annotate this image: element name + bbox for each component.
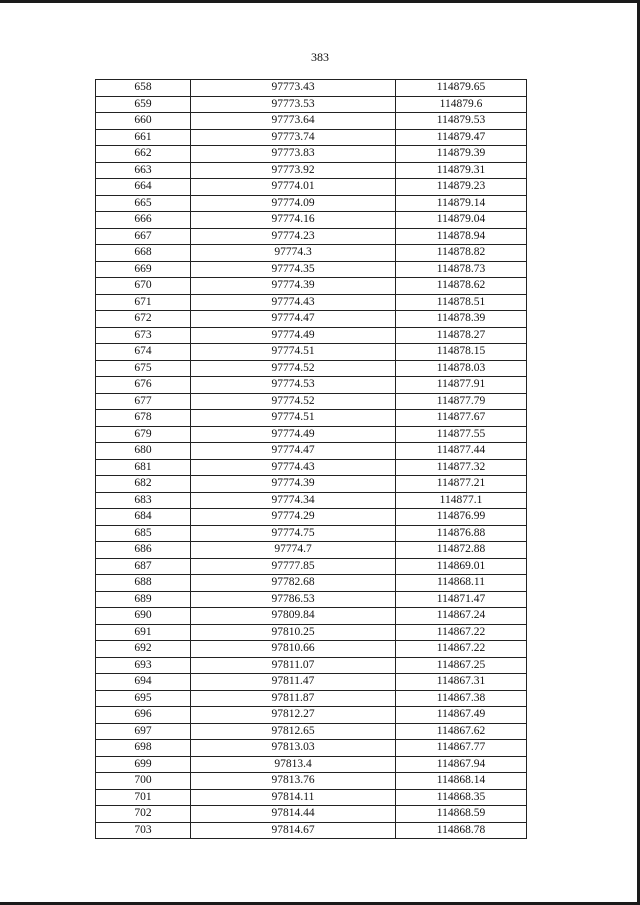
point-number-cell: 661 xyxy=(96,129,191,146)
point-number-cell: 685 xyxy=(96,525,191,542)
point-number-cell: 663 xyxy=(96,162,191,179)
table-row xyxy=(96,228,527,245)
x-coordinate-cell: 97774.7 xyxy=(191,542,396,559)
y-coordinate-cell: 114877.32 xyxy=(396,459,527,476)
x-coordinate-cell: 97774.49 xyxy=(191,327,396,344)
table-row xyxy=(96,96,527,113)
y-coordinate-cell: 114867.22 xyxy=(396,624,527,641)
point-number-cell: 686 xyxy=(96,542,191,559)
point-number-cell: 697 xyxy=(96,723,191,740)
y-coordinate-cell: 114879.53 xyxy=(396,113,527,130)
scan-edge-top xyxy=(0,0,640,3)
point-number-cell: 664 xyxy=(96,179,191,196)
x-coordinate-cell: 97773.83 xyxy=(191,146,396,163)
y-coordinate-cell: 114867.49 xyxy=(396,707,527,724)
point-number-cell: 658 xyxy=(96,80,191,97)
table-row xyxy=(96,245,527,262)
coordinates-table-body xyxy=(96,80,527,839)
y-coordinate-cell: 114878.94 xyxy=(396,228,527,245)
x-coordinate-cell: 97774.43 xyxy=(191,459,396,476)
table-row xyxy=(96,756,527,773)
x-coordinate-cell: 97813.76 xyxy=(191,773,396,790)
x-coordinate-cell: 97811.87 xyxy=(191,690,396,707)
table-row xyxy=(96,723,527,740)
y-coordinate-cell: 114867.25 xyxy=(396,657,527,674)
point-number-cell: 689 xyxy=(96,591,191,608)
table-row xyxy=(96,525,527,542)
point-number-cell: 700 xyxy=(96,773,191,790)
point-number-cell: 671 xyxy=(96,294,191,311)
point-number-cell: 699 xyxy=(96,756,191,773)
table-row xyxy=(96,327,527,344)
point-number-cell: 666 xyxy=(96,212,191,229)
point-number-cell: 696 xyxy=(96,707,191,724)
x-coordinate-cell: 97813.4 xyxy=(191,756,396,773)
y-coordinate-cell: 114877.21 xyxy=(396,476,527,493)
y-coordinate-cell: 114879.65 xyxy=(396,80,527,97)
x-coordinate-cell: 97811.07 xyxy=(191,657,396,674)
x-coordinate-cell: 97786.53 xyxy=(191,591,396,608)
table-row xyxy=(96,410,527,427)
table-row xyxy=(96,575,527,592)
y-coordinate-cell: 114877.44 xyxy=(396,443,527,460)
table-row xyxy=(96,608,527,625)
table-row xyxy=(96,443,527,460)
point-number-cell: 692 xyxy=(96,641,191,658)
table-row xyxy=(96,476,527,493)
y-coordinate-cell: 114867.24 xyxy=(396,608,527,625)
x-coordinate-cell: 97773.74 xyxy=(191,129,396,146)
y-coordinate-cell: 114879.31 xyxy=(396,162,527,179)
point-number-cell: 698 xyxy=(96,740,191,757)
y-coordinate-cell: 114867.94 xyxy=(396,756,527,773)
y-coordinate-cell: 114879.39 xyxy=(396,146,527,163)
point-number-cell: 676 xyxy=(96,377,191,394)
point-number-cell: 682 xyxy=(96,476,191,493)
x-coordinate-cell: 97774.51 xyxy=(191,344,396,361)
x-coordinate-cell: 97774.53 xyxy=(191,377,396,394)
y-coordinate-cell: 114878.03 xyxy=(396,360,527,377)
x-coordinate-cell: 97774.52 xyxy=(191,393,396,410)
y-coordinate-cell: 114871.47 xyxy=(396,591,527,608)
y-coordinate-cell: 114879.6 xyxy=(396,96,527,113)
y-coordinate-cell: 114876.88 xyxy=(396,525,527,542)
y-coordinate-cell: 114869.01 xyxy=(396,558,527,575)
x-coordinate-cell: 97774.39 xyxy=(191,278,396,295)
point-number-cell: 673 xyxy=(96,327,191,344)
x-coordinate-cell: 97774.16 xyxy=(191,212,396,229)
table-row xyxy=(96,542,527,559)
table-row xyxy=(96,195,527,212)
x-coordinate-cell: 97774.43 xyxy=(191,294,396,311)
table-row xyxy=(96,261,527,278)
point-number-cell: 665 xyxy=(96,195,191,212)
x-coordinate-cell: 97773.53 xyxy=(191,96,396,113)
point-number-cell: 675 xyxy=(96,360,191,377)
y-coordinate-cell: 114867.62 xyxy=(396,723,527,740)
point-number-cell: 662 xyxy=(96,146,191,163)
y-coordinate-cell: 114878.62 xyxy=(396,278,527,295)
x-coordinate-cell: 97809.84 xyxy=(191,608,396,625)
table-row xyxy=(96,641,527,658)
y-coordinate-cell: 114878.15 xyxy=(396,344,527,361)
page-number: 383 xyxy=(311,50,329,64)
point-number-cell: 693 xyxy=(96,657,191,674)
x-coordinate-cell: 97774.47 xyxy=(191,443,396,460)
x-coordinate-cell: 97773.43 xyxy=(191,80,396,97)
x-coordinate-cell: 97773.92 xyxy=(191,162,396,179)
table-row xyxy=(96,740,527,757)
x-coordinate-cell: 97810.25 xyxy=(191,624,396,641)
point-number-cell: 681 xyxy=(96,459,191,476)
x-coordinate-cell: 97774.35 xyxy=(191,261,396,278)
y-coordinate-cell: 114868.78 xyxy=(396,822,527,839)
y-coordinate-cell: 114868.14 xyxy=(396,773,527,790)
table-row xyxy=(96,674,527,691)
point-number-cell: 703 xyxy=(96,822,191,839)
point-number-cell: 674 xyxy=(96,344,191,361)
table-row xyxy=(96,393,527,410)
table-row xyxy=(96,806,527,823)
table-row xyxy=(96,822,527,839)
y-coordinate-cell: 114868.35 xyxy=(396,789,527,806)
table-row xyxy=(96,789,527,806)
table-row xyxy=(96,558,527,575)
y-coordinate-cell: 114867.77 xyxy=(396,740,527,757)
y-coordinate-cell: 114867.22 xyxy=(396,641,527,658)
y-coordinate-cell: 114879.14 xyxy=(396,195,527,212)
point-number-cell: 667 xyxy=(96,228,191,245)
x-coordinate-cell: 97774.75 xyxy=(191,525,396,542)
point-number-cell: 694 xyxy=(96,674,191,691)
table-row xyxy=(96,129,527,146)
y-coordinate-cell: 114876.99 xyxy=(396,509,527,526)
point-number-cell: 701 xyxy=(96,789,191,806)
y-coordinate-cell: 114879.04 xyxy=(396,212,527,229)
x-coordinate-cell: 97774.47 xyxy=(191,311,396,328)
y-coordinate-cell: 114878.27 xyxy=(396,327,527,344)
table-row xyxy=(96,492,527,509)
point-number-cell: 684 xyxy=(96,509,191,526)
table-row xyxy=(96,773,527,790)
coordinates-table xyxy=(95,79,527,839)
point-number-cell: 659 xyxy=(96,96,191,113)
y-coordinate-cell: 114867.31 xyxy=(396,674,527,691)
table-row xyxy=(96,459,527,476)
y-coordinate-cell: 114878.73 xyxy=(396,261,527,278)
table-row xyxy=(96,426,527,443)
table-row xyxy=(96,591,527,608)
x-coordinate-cell: 97774.23 xyxy=(191,228,396,245)
point-number-cell: 677 xyxy=(96,393,191,410)
table-row xyxy=(96,311,527,328)
point-number-cell: 683 xyxy=(96,492,191,509)
table-row xyxy=(96,278,527,295)
point-number-cell: 669 xyxy=(96,261,191,278)
table-row xyxy=(96,360,527,377)
x-coordinate-cell: 97774.39 xyxy=(191,476,396,493)
table-row xyxy=(96,179,527,196)
x-coordinate-cell: 97774.29 xyxy=(191,509,396,526)
point-number-cell: 690 xyxy=(96,608,191,625)
table-row xyxy=(96,624,527,641)
point-number-cell: 691 xyxy=(96,624,191,641)
table-row xyxy=(96,707,527,724)
x-coordinate-cell: 97811.47 xyxy=(191,674,396,691)
x-coordinate-cell: 97777.85 xyxy=(191,558,396,575)
point-number-cell: 702 xyxy=(96,806,191,823)
point-number-cell: 680 xyxy=(96,443,191,460)
y-coordinate-cell: 114872.88 xyxy=(396,542,527,559)
x-coordinate-cell: 97814.67 xyxy=(191,822,396,839)
y-coordinate-cell: 114877.91 xyxy=(396,377,527,394)
x-coordinate-cell: 97774.52 xyxy=(191,360,396,377)
table-row xyxy=(96,80,527,97)
y-coordinate-cell: 114878.39 xyxy=(396,311,527,328)
point-number-cell: 687 xyxy=(96,558,191,575)
table-row xyxy=(96,377,527,394)
x-coordinate-cell: 97810.66 xyxy=(191,641,396,658)
x-coordinate-cell: 97813.03 xyxy=(191,740,396,757)
y-coordinate-cell: 114877.1 xyxy=(396,492,527,509)
x-coordinate-cell: 97774.3 xyxy=(191,245,396,262)
y-coordinate-cell: 114879.23 xyxy=(396,179,527,196)
point-number-cell: 668 xyxy=(96,245,191,262)
y-coordinate-cell: 114879.47 xyxy=(396,129,527,146)
point-number-cell: 670 xyxy=(96,278,191,295)
y-coordinate-cell: 114877.67 xyxy=(396,410,527,427)
x-coordinate-cell: 97814.44 xyxy=(191,806,396,823)
table-row xyxy=(96,344,527,361)
y-coordinate-cell: 114868.11 xyxy=(396,575,527,592)
x-coordinate-cell: 97774.51 xyxy=(191,410,396,427)
x-coordinate-cell: 97773.64 xyxy=(191,113,396,130)
point-number-cell: 672 xyxy=(96,311,191,328)
x-coordinate-cell: 97774.49 xyxy=(191,426,396,443)
table-row xyxy=(96,146,527,163)
table-row xyxy=(96,113,527,130)
x-coordinate-cell: 97774.01 xyxy=(191,179,396,196)
x-coordinate-cell: 97782.68 xyxy=(191,575,396,592)
table-row xyxy=(96,509,527,526)
table-row xyxy=(96,294,527,311)
table-row xyxy=(96,212,527,229)
y-coordinate-cell: 114877.55 xyxy=(396,426,527,443)
x-coordinate-cell: 97814.11 xyxy=(191,789,396,806)
table-row xyxy=(96,690,527,707)
y-coordinate-cell: 114867.38 xyxy=(396,690,527,707)
point-number-cell: 678 xyxy=(96,410,191,427)
point-number-cell: 679 xyxy=(96,426,191,443)
table-row xyxy=(96,162,527,179)
table-row xyxy=(96,657,527,674)
y-coordinate-cell: 114878.51 xyxy=(396,294,527,311)
point-number-cell: 660 xyxy=(96,113,191,130)
x-coordinate-cell: 97774.34 xyxy=(191,492,396,509)
x-coordinate-cell: 97774.09 xyxy=(191,195,396,212)
x-coordinate-cell: 97812.65 xyxy=(191,723,396,740)
point-number-cell: 695 xyxy=(96,690,191,707)
y-coordinate-cell: 114878.82 xyxy=(396,245,527,262)
x-coordinate-cell: 97812.27 xyxy=(191,707,396,724)
point-number-cell: 688 xyxy=(96,575,191,592)
y-coordinate-cell: 114868.59 xyxy=(396,806,527,823)
y-coordinate-cell: 114877.79 xyxy=(396,393,527,410)
